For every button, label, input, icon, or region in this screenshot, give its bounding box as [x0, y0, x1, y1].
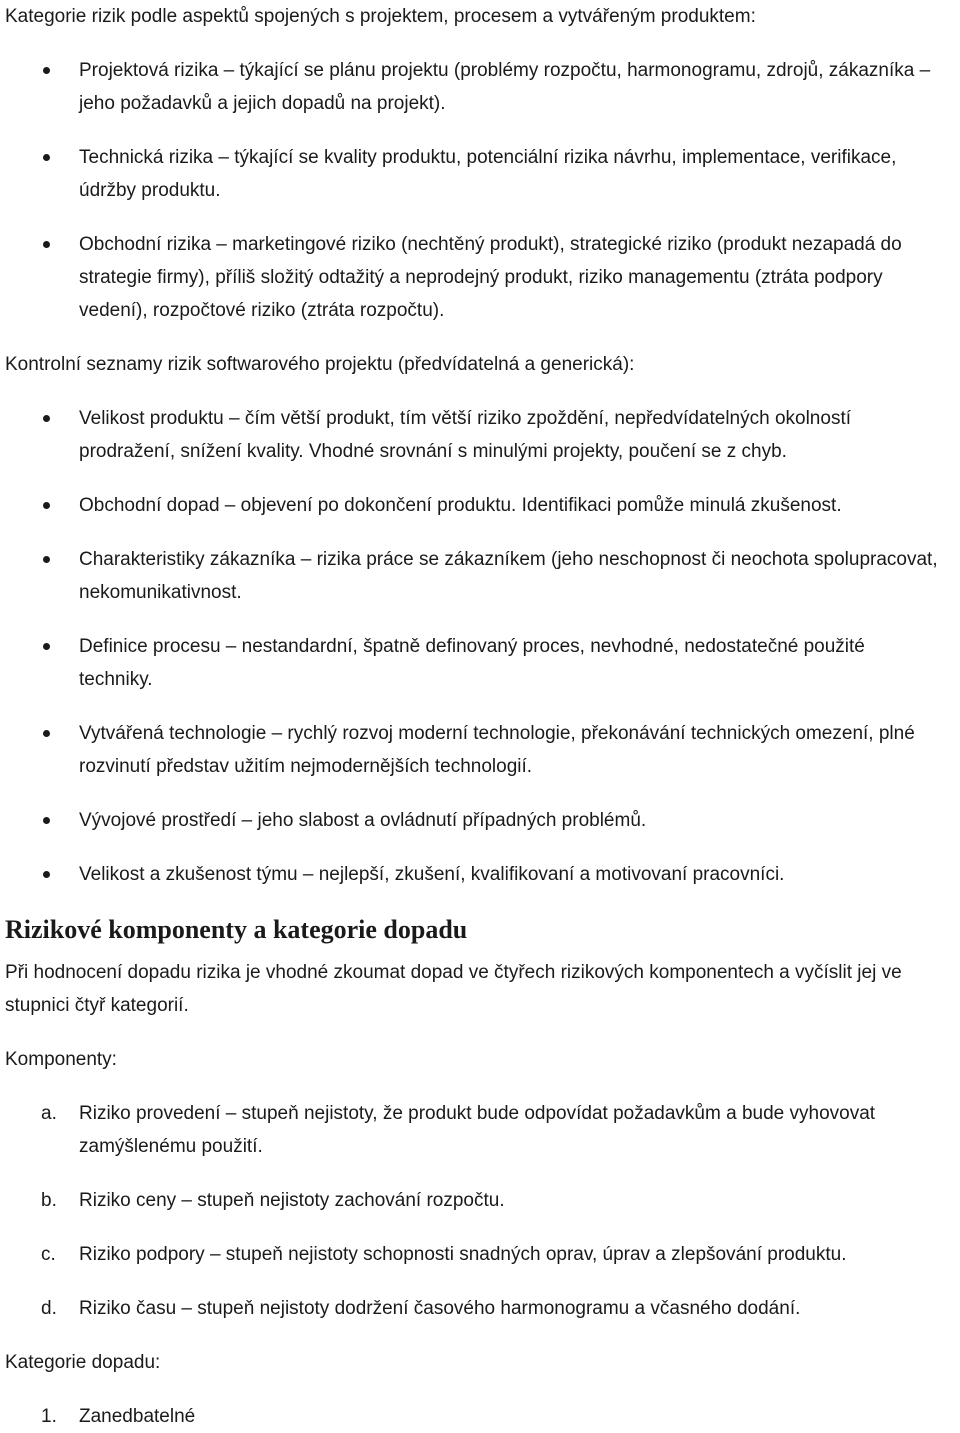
list-item-text: Charakteristiky zákazníka – rizika práce se zákazníkem (jeho neschopnost či neochota spolupracovat, nekomunikativnost. — [79, 549, 938, 603]
list-item-text: Projektová rizika – týkající se plánu projektu (problémy rozpočtu, harmonogramu, zdrojů, zákazníka – jeho požadavků a jejich dopadů na projekt). — [79, 60, 931, 114]
list-item-text: Riziko ceny – stupeň nejistoty zachování rozpočtu. — [79, 1190, 505, 1211]
bullet-icon — [43, 730, 50, 737]
list-item — [5, 1238, 940, 1271]
intro-paragraph: Kategorie rizik podle aspektů spojených s projektem, procesem a vytvářeným produktem: — [5, 6, 756, 27]
list-item — [5, 228, 940, 327]
list-item-text: Riziko provedení – stupeň nejistoty, že produkt bude odpovídat požadavkům a bude vyhovovat zamýšlenému použití. — [79, 1103, 876, 1157]
components-label: Komponenty: — [5, 1049, 117, 1070]
list-item — [5, 1097, 940, 1163]
checklist-list — [5, 402, 940, 891]
section-intro-paragraph: Při hodnocení dopadu rizika je vhodné zkoumat dopad ve čtyřech rizikových komponentech a vyčíslit jej ve stupnici čtyř kategorií. — [5, 962, 902, 1016]
checklist-intro: Kontrolní seznamy rizik softwarového projektu (předvídatelná a generická): — [5, 354, 635, 375]
list-item-text: Obchodní rizika – marketingové riziko (nechtěný produkt), strategické riziko (produkt nezapadá do strategie firmy), příliš složitý odtažitý a neprodejný produkt, riziko managementu (ztráta podpory vedení), rozpočtové riziko (ztráta rozpočtu). — [79, 234, 902, 321]
list-item-text: Riziko podpory – stupeň nejistoty schopnosti snadných oprav, úprav a zlepšování produktu. — [79, 1244, 847, 1265]
list-marker: b. — [41, 1190, 57, 1211]
list-item — [5, 717, 940, 783]
bullet-icon — [43, 643, 50, 650]
list-item-text: Zanedbatelné — [79, 1406, 196, 1427]
bullet-icon — [43, 154, 50, 161]
list-item-text: Riziko času – stupeň nejistoty dodržení časového harmonogramu a včasného dodání. — [79, 1298, 801, 1319]
list-item — [5, 141, 940, 207]
bullet-icon — [43, 817, 50, 824]
list-marker: 1. — [41, 1406, 57, 1427]
list-item-text: Velikost produktu – čím větší produkt, tím větší riziko zpoždění, nepředvídatelných okolností prodražení, snížení kvality. Vhodné srovnání s minulými projekty, poučení se z chyb. — [79, 408, 851, 462]
impact-categories-list — [5, 1400, 940, 1433]
list-item — [5, 1184, 940, 1217]
list-item — [5, 858, 940, 891]
impact-label: Kategorie dopadu: — [5, 1352, 161, 1373]
list-item-text: Velikost a zkušenost týmu – nejlepší, zkušení, kvalifikovaní a motivovaní pracovníci. — [79, 864, 785, 885]
list-item — [5, 1400, 940, 1433]
list-item-text: Definice procesu – nestandardní, špatně definovaný proces, nevhodné, nedostatečné použité techniky. — [79, 636, 865, 690]
bullet-icon — [43, 415, 50, 422]
list-item — [5, 543, 940, 609]
list-item-text: Obchodní dopad – objevení po dokončení produktu. Identifikaci pomůže minulá zkušenost. — [79, 495, 842, 516]
list-item-text: Vývojové prostředí – jeho slabost a ovládnutí případných problémů. — [79, 810, 647, 831]
components-list — [5, 1097, 940, 1325]
bullet-icon — [43, 871, 50, 878]
aspect-risk-list — [5, 54, 940, 327]
list-item-text: Technická rizika – týkající se kvality produktu, potenciální rizika návrhu, implementace, verifikace, údržby produktu. — [79, 147, 897, 201]
list-marker: c. — [41, 1244, 56, 1265]
list-item — [5, 630, 940, 696]
list-item — [5, 804, 940, 837]
bullet-icon — [43, 241, 50, 248]
list-marker: a. — [41, 1103, 57, 1124]
list-item-text: Vytvářená technologie – rychlý rozvoj moderní technologie, překonávání technických omezení, plné rozvinutí představ užitím nejmodernějších technologií. — [79, 723, 915, 777]
bullet-icon — [43, 67, 50, 74]
section-heading: Rizikové komponenty a kategorie dopadu — [5, 915, 468, 944]
list-marker: d. — [41, 1298, 57, 1319]
list-item — [5, 54, 940, 120]
bullet-icon — [43, 556, 50, 563]
list-item — [5, 402, 940, 468]
list-item — [5, 1292, 940, 1325]
list-item — [5, 489, 940, 522]
bullet-icon — [43, 502, 50, 509]
